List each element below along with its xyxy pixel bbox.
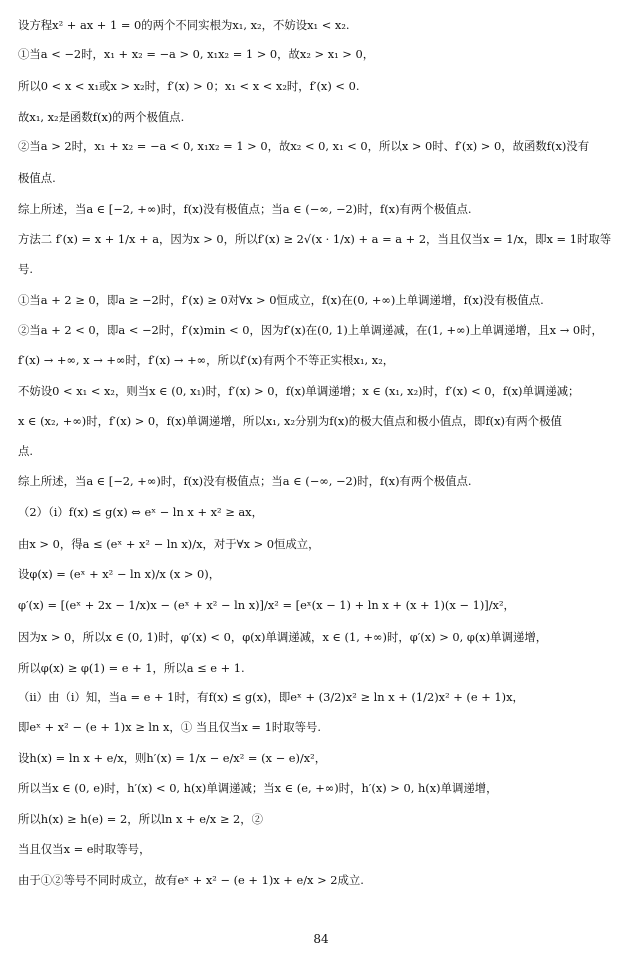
text-line-26: 所以当x ∈ (0, e)时，h′(x) < 0, h(x)单调递减；当x ∈ (e, +∞)时，h′(x) > 0, h(x)单调递增， [18,781,498,795]
text-line-9: 号. [18,262,34,276]
text-line-21: 因为x > 0，所以x ∈ (0, 1)时，φ′(x) < 0，φ(x)单调递减，x ∈ (1, +∞)时，φ′(x) > 0, φ(x)单调递增， [18,630,548,644]
text-line-18: 由x > 0，得a ≤ (eˣ + x² − ln x)/x，对于∀x > 0恒成立， [18,537,320,551]
text-line-17: （2）（i）f(x) ≤ g(x) ⇔ eˣ − ln x + x² ≥ ax， [18,505,263,519]
text-line-3: 所以0 < x < x₁或x > x₂时，f′(x) > 0；x₁ < x < x₂时，f′(x) < 0. [18,79,360,93]
text-line-22: 所以φ(x) ≥ φ(1) = e + 1，所以a ≤ e + 1. [18,661,245,675]
text-line-8: 方法二 f′(x) = x + 1/x + a，因为x > 0，所以f′(x) ≥ 2√(x · 1/x) + a = a + 2，当且仅当x = 1/x，即x = 1时取等 [18,232,612,246]
text-line-14: x ∈ (x₂, +∞)时，f′(x) > 0，f(x)单调递增，所以x₁, x₂分别为f(x)的极大值点和极小值点，即f(x)有两个极值 [18,414,562,428]
page-number: 84 [313,932,329,946]
text-line-19: 设φ(x) = (eˣ + x² − ln x)/x (x > 0)， [18,567,221,581]
text-line-4: 故x₁, x₂是函数f(x)的两个极值点. [18,110,185,124]
text-line-28: 当且仅当x = e时取等号， [18,842,151,856]
text-line-11: ②当a + 2 < 0，即a < −2时，f′(x)min < 0，因为f′(x)在(0, 1)上单调递减，在(1, +∞)上单调递增，且x → 0时， [18,323,603,337]
text-line-1: 设方程x² + ax + 1 = 0的两个不同实根为x₁, x₂，不妨设x₁ < x₂. [18,18,350,32]
text-line-5: ②当a > 2时，x₁ + x₂ = −a < 0, x₁x₂ = 1 > 0，故x₂ < 0, x₁ < 0，所以x > 0时、f′(x) > 0，故函数f(x)没有 [18,139,590,153]
text-line-10: ①当a + 2 ≥ 0，即a ≥ −2时，f′(x) ≥ 0对∀x > 0恒成立，f(x)在(0, +∞)上单调递增，f(x)没有极值点. [18,293,544,307]
text-line-12: f′(x) → +∞, x → +∞时，f′(x) → +∞，所以f′(x)有两个不等正实根x₁, x₂， [18,353,395,367]
text-line-16: 综上所述，当a ∈ [−2, +∞)时，f(x)没有极值点；当a ∈ (−∞, −2)时，f(x)有两个极值点. [18,474,472,488]
text-line-7: 综上所述，当a ∈ [−2, +∞)时，f(x)没有极值点；当a ∈ (−∞, −2)时，f(x)有两个极值点. [18,202,472,216]
text-line-29: 由于①②等号不同时成立，故有eˣ + x² − (e + 1)x + e/x > 2成立. [18,873,364,887]
text-line-6: 极值点. [18,171,56,185]
text-line-23: （ii）由（i）知，当a = e + 1时，有f(x) ≤ g(x)，即eˣ + (3/2)x² ≥ ln x + (1/2)x² + (e + 1)x， [18,690,524,704]
text-line-20: φ′(x) = [(eˣ + 2x − 1/x)x − (eˣ + x² − ln x)]/x² = [eˣ(x − 1) + ln x + (x + 1)(x − 1)]/x²， [18,598,515,612]
text-line-24: 即eˣ + x² − (e + 1)x ≥ ln x，① 当且仅当x = 1时取等号. [18,720,322,734]
text-line-27: 所以h(x) ≥ h(e) = 2，所以ln x + e/x ≥ 2，② [18,812,264,826]
text-line-25: 设h(x) = ln x + e/x，则h′(x) = 1/x − e/x² = (x − e)/x²， [18,751,327,765]
text-line-15: 点. [18,444,34,458]
text-line-13: 不妨设0 < x₁ < x₂，则当x ∈ (0, x₁)时，f′(x) > 0，f(x)单调递增；x ∈ (x₁, x₂)时，f′(x) < 0，f(x)单调递减； [18,384,580,398]
text-line-2: ①当a < −2时，x₁ + x₂ = −a > 0, x₁x₂ = 1 > 0，故x₂ > x₁ > 0， [18,47,375,61]
